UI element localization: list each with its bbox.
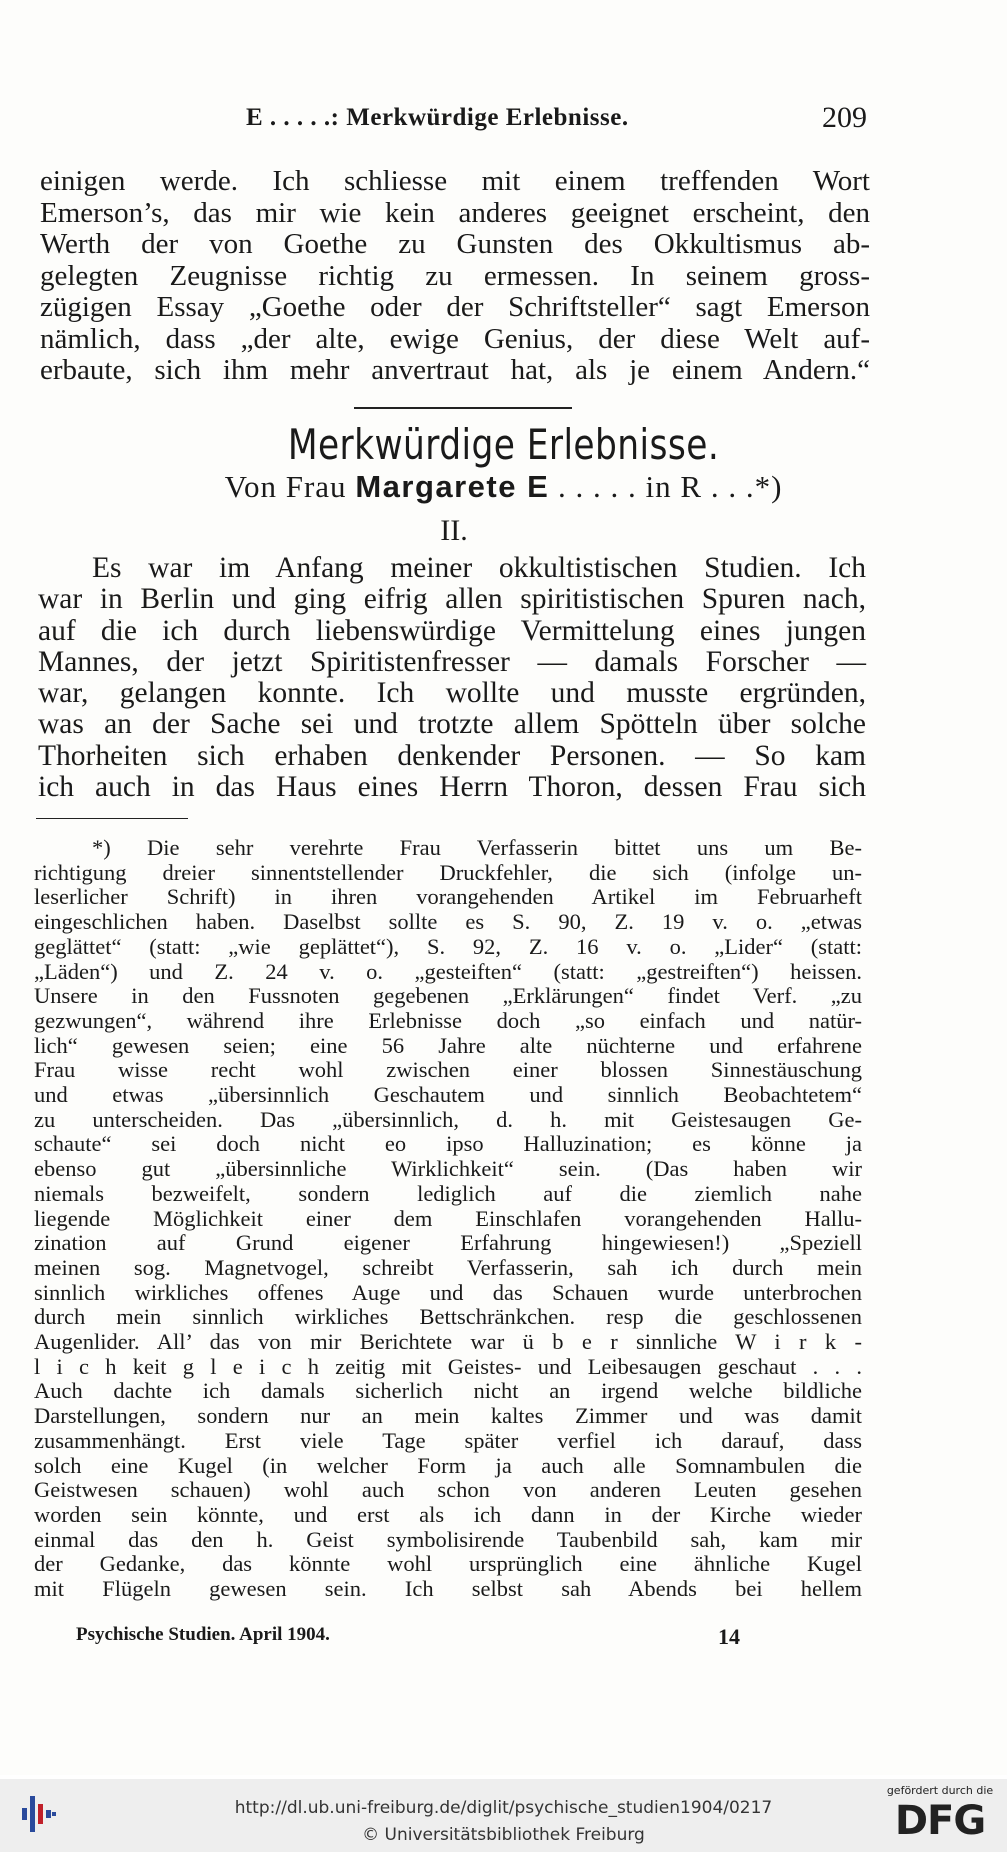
footnote-line: *) Die sehr verehrte Frau Verfasserin bittet uns um Be- — [92, 835, 862, 860]
article-byline — [0, 469, 1007, 505]
text-line: Emerson’s, das mir wie kein anderes geeignet erscheint, den — [40, 196, 870, 229]
footnote-line: zu unterscheiden. Das „übersinnlich, d. h. mit Geistesaugen Ge- — [34, 1106, 862, 1132]
byline-suffix: . . . . . in R . . .*) — [558, 469, 783, 504]
dfg-logo-text: DFG — [894, 1798, 986, 1844]
footnote-line: meinen sog. Magnetvogel, schreibt Verfasserin, sah ich durch mein — [34, 1254, 862, 1280]
permalink-url[interactable]: http://dl.ub.uni-freiburg.de/diglit/psychische_studien1904/0217 — [234, 1798, 773, 1818]
previous-article-ending — [40, 166, 870, 387]
text-line: auf die ich durch liebenswürdige Vermittelung eines jungen — [38, 614, 866, 647]
dfg-funding-logo — [878, 1784, 1002, 1850]
author-name: Margarete E — [355, 469, 550, 504]
text-line: war, gelangen konnte. Ich wollte und musste ergründen, — [38, 677, 866, 710]
text-line: erbaute, sich ihm mehr anvertraut hat, als je einem Andern.“ — [40, 354, 870, 386]
article-body — [38, 553, 866, 803]
footnote-line: zusammenhängt. Erst viele Tage später verfiel ich darauf, dass — [34, 1427, 862, 1453]
dfg-caption: gefördert durch die — [886, 1784, 994, 1797]
footnote — [34, 836, 862, 1602]
footnote-line: leserlicher Schrift) in ihren vorangehenden Artikel im Februarheft — [34, 884, 862, 910]
footnote-line: l i c h keit g l e i c h zeitig mit Geistes- und Leibesaugen geschaut . . . — [34, 1353, 862, 1379]
text-line: war in Berlin und ging eifrig allen spiritistischen Spuren nach, — [38, 583, 866, 616]
part-number: II. — [440, 514, 468, 547]
footnote-line: zination auf Grund eigener Erfahrung hingewiesen!) „Speziell — [34, 1230, 862, 1256]
footnote-line: sinnlich wirkliches offenes Auge und das Schauen wurde unterbrochen — [34, 1279, 862, 1305]
footnote-divider — [36, 818, 188, 819]
footnote-line: durch mein sinnlich wirkliches Bettschränkchen. resp die geschlossenen — [34, 1304, 862, 1330]
footnote-line: richtigung dreier sinnentstellender Druckfehler, die sich (infolge un- — [34, 859, 862, 885]
footnote-line: eingeschlichen haben. Daselbst sollte es S. 90, Z. 19 v. o. „etwas — [34, 909, 862, 935]
text-line: Thorheiten sich erhaben denkender Personen. — So kam — [38, 739, 866, 772]
text-line: nämlich, dass „der alte, ewige Genius, der diese Welt auf- — [40, 322, 870, 355]
journal-footer: Psychische Studien. April 1904. — [76, 1624, 330, 1645]
copyright-notice: © Universitätsbibliothek Freiburg — [362, 1825, 645, 1845]
text-line: einigen werde. Ich schliesse mit einem treffenden Wort — [40, 165, 870, 197]
footnote-line: Frau wisse recht wohl zwischen einer blossen Sinnestäuschung — [34, 1057, 862, 1083]
footnote-line: gezwungen“, während ihre Erlebnisse doch „so einfach und natür- — [34, 1007, 862, 1033]
page-number: 209 — [822, 101, 867, 134]
footnote-line: mit Flügeln gewesen sein. Ich selbst sah Abends bei hellem — [34, 1576, 862, 1602]
text-line: ich auch in das Haus eines Herrn Thoron, dessen Frau sich — [38, 771, 866, 804]
footnote-line: Geistwesen schauen) wohl auch schon von anderen Leuten gesehen — [34, 1477, 862, 1503]
text-line: Es war im Anfang meiner okkultistischen Studien. Ich — [92, 552, 866, 584]
footnote-line: solch eine Kugel (in welcher Form ja auch alle Somnambulen die — [34, 1452, 862, 1478]
footnote-line: Auch dachte ich damals sicherlich nicht an irgend welche bildliche — [34, 1378, 862, 1404]
footnote-line: schaute“ sei doch nicht eo ipso Halluzination; es könne ja — [34, 1131, 862, 1157]
footnote-line: „Läden“) und Z. 24 v. o. „gesteiften“ (statt: „gestreiften“) heissen. — [34, 958, 862, 984]
footnote-line: worden sein könnte, und erst als ich dann in der Kirche wieder — [34, 1501, 862, 1527]
footnote-line: liegende Möglichkeit einer dem Einschlafen vorangehenden Hallu- — [34, 1205, 862, 1231]
text-line: zügigen Essay „Goethe oder der Schriftsteller“ sagt Emerson — [40, 291, 870, 323]
signature-mark: 14 — [718, 1624, 740, 1649]
running-head: E . . . . .: Merkwürdige Erlebnisse. — [246, 104, 629, 131]
text-line: gelegten Zeugnisse richtig zu ermessen. In seinem gross- — [40, 259, 870, 292]
footnote-line: geglättet“ (statt: „wie geplättet“), S. 92, Z. 16 v. o. „Lider“ (statt: — [34, 933, 862, 959]
footnote-line: und etwas „übersinnlich Geschautem und sinnlich Beobachtetem“ — [34, 1082, 862, 1108]
footnote-line: der Gedanke, das könnte wohl ursprünglich eine ähnliche Kugel — [34, 1551, 862, 1577]
text-line: Mannes, der jetzt Spiritistenfresser — damals Forscher — — [38, 645, 866, 678]
footnote-line: lich“ gewesen seien; eine 56 Jahre alte nüchterne und erfahrene — [34, 1032, 862, 1058]
section-divider — [354, 407, 572, 409]
footnote-line: einmal das den h. Geist symbolisirende Taubenbild sah, kam mir — [34, 1526, 862, 1552]
text-line: Werth der von Goethe zu Gunsten des Okkultismus ab- — [40, 228, 870, 260]
text-line: was an der Sache sei und trotzte allem Spötteln über solche — [38, 708, 866, 741]
footnote-line: ebenso gut „übersinnliche Wirklichkeit“ sein. (Das haben wir — [34, 1156, 862, 1182]
footnote-line: niemals bezweifelt, sondern lediglich auf die ziemlich nahe — [34, 1180, 862, 1206]
footnote-line: Unsere in den Fussnoten gegebenen „Erklärungen“ findet Verf. „zu — [34, 983, 862, 1009]
article-title: Merkwürdige Erlebnisse. — [287, 420, 720, 469]
footnote-line: Augenlider. All’ das von mir Berichtete war ü b e r sinnliche W i r k - — [34, 1329, 862, 1355]
byline-prefix: Von Frau — [224, 469, 347, 504]
footnote-line: Darstellungen, sondern nur an mein kaltes Zimmer und was damit — [34, 1403, 862, 1429]
